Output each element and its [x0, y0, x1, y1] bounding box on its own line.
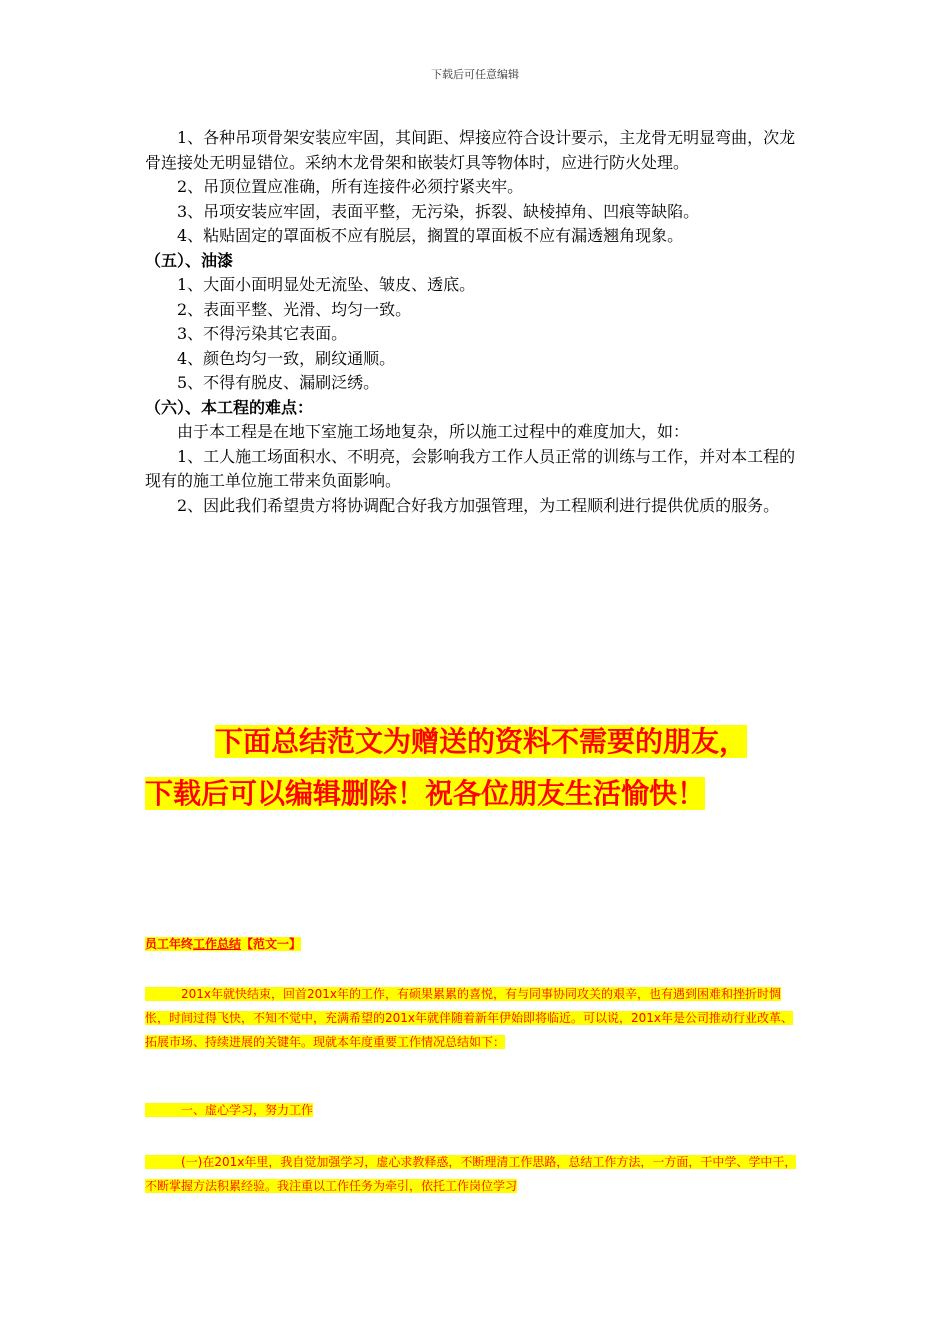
- body-paragraph: 2、表面平整、光滑、均匀一致。: [177, 299, 412, 319]
- essay-paragraph-3-text: (一)在201x年里，我自觉加强学习，虚心求教释惑，不断理清工作思路，总结工作方法，一方面，干中学、学中干，不断掌握方法积累经验。我注重以工作任务为牵引，依托工作岗位学习: [145, 1155, 797, 1193]
- page-header: 下载后可任意编辑: [431, 68, 519, 81]
- body-paragraph: 1、大面小面明显处无流坠、皱皮、透底。: [177, 275, 476, 294]
- body-paragraph: 3、吊项安装应牢固，表面平整，无污染，拆裂、缺棱掉角、凹痕等缺陷。: [177, 201, 700, 221]
- body-paragraph: 4、粘贴固定的罩面板不应有脱层，搁置的罩面板不应有漏透翘角现象。: [177, 226, 684, 245]
- section-heading: （五）、油漆: [145, 250, 234, 270]
- essay-paragraph-3: [145, 1150, 805, 1198]
- essay-paragraph-2: [145, 1101, 805, 1118]
- body-paragraph: 1、各种吊项骨架安装应牢固，其间距、焊接应符合设计要示，主龙骨无明显弯曲，次龙骨连接处无明显错位。采纳木龙骨架和嵌装灯具等物体时，应进行防火处理。: [145, 128, 796, 172]
- body-paragraph: 3、不得污染其它表面。: [177, 324, 348, 343]
- body-paragraph: 5、不得有脱皮、漏刷泛绣。: [177, 373, 380, 392]
- essay-paragraph-2-text: 一、虚心学习，努力工作: [145, 1103, 314, 1117]
- essay-paragraph-1: [145, 982, 805, 1054]
- body-paragraph: 2、因此我们希望贵方将协调配合好我方加强管理，为工程顺利进行提供优质的服务。: [177, 495, 780, 515]
- essay-title-link[interactable]: 工作总结: [193, 937, 242, 951]
- body-paragraph: 由于本工程是在地下室施工场地复杂，所以施工过程中的难度加大，如：: [177, 422, 690, 441]
- promo-line-1: [145, 720, 810, 760]
- essay-title: [145, 935, 805, 952]
- promo-line-1-text: 下面总结范文为赠送的资料不需要的朋友，: [215, 725, 748, 758]
- essay-title-part-c: 【范文一】: [241, 937, 302, 951]
- promo-line-2: [145, 772, 810, 812]
- essay-paragraph-1-text: 201x年就快结束，回首201x年的工作，有硕果累累的喜悦，有与同事协同攻关的艰辛，也有遇到困难和挫折时惆怅，时间过得飞快，不知不觉中，充满希望的201x年就伴随着新年伊始即将临近。可以说，201x年是公司推动行业改革、拓展市场、持续进展的关键年。现就本年度重要工作情况总结如下：: [145, 987, 794, 1049]
- body-paragraph: 1、工人施工场面积水、不明亮，会影响我方工作人员正常的训练与工作，并对本工程的现有的施工单位施工带来负面影响。: [145, 446, 796, 490]
- document-body: [145, 126, 810, 518]
- body-paragraph: 2、吊顶位置应准确，所有连接件必须拧紧夹牢。: [177, 177, 524, 196]
- promo-line-2-text: 下载后可以编辑删除！祝各位朋友生活愉快！: [145, 777, 706, 810]
- section-heading: （六）、本工程的难点：: [145, 397, 314, 417]
- body-paragraph: 4、颜色均匀一致，刷纹通顺。: [177, 348, 396, 368]
- essay-title-part-a: 员工年终: [145, 937, 194, 951]
